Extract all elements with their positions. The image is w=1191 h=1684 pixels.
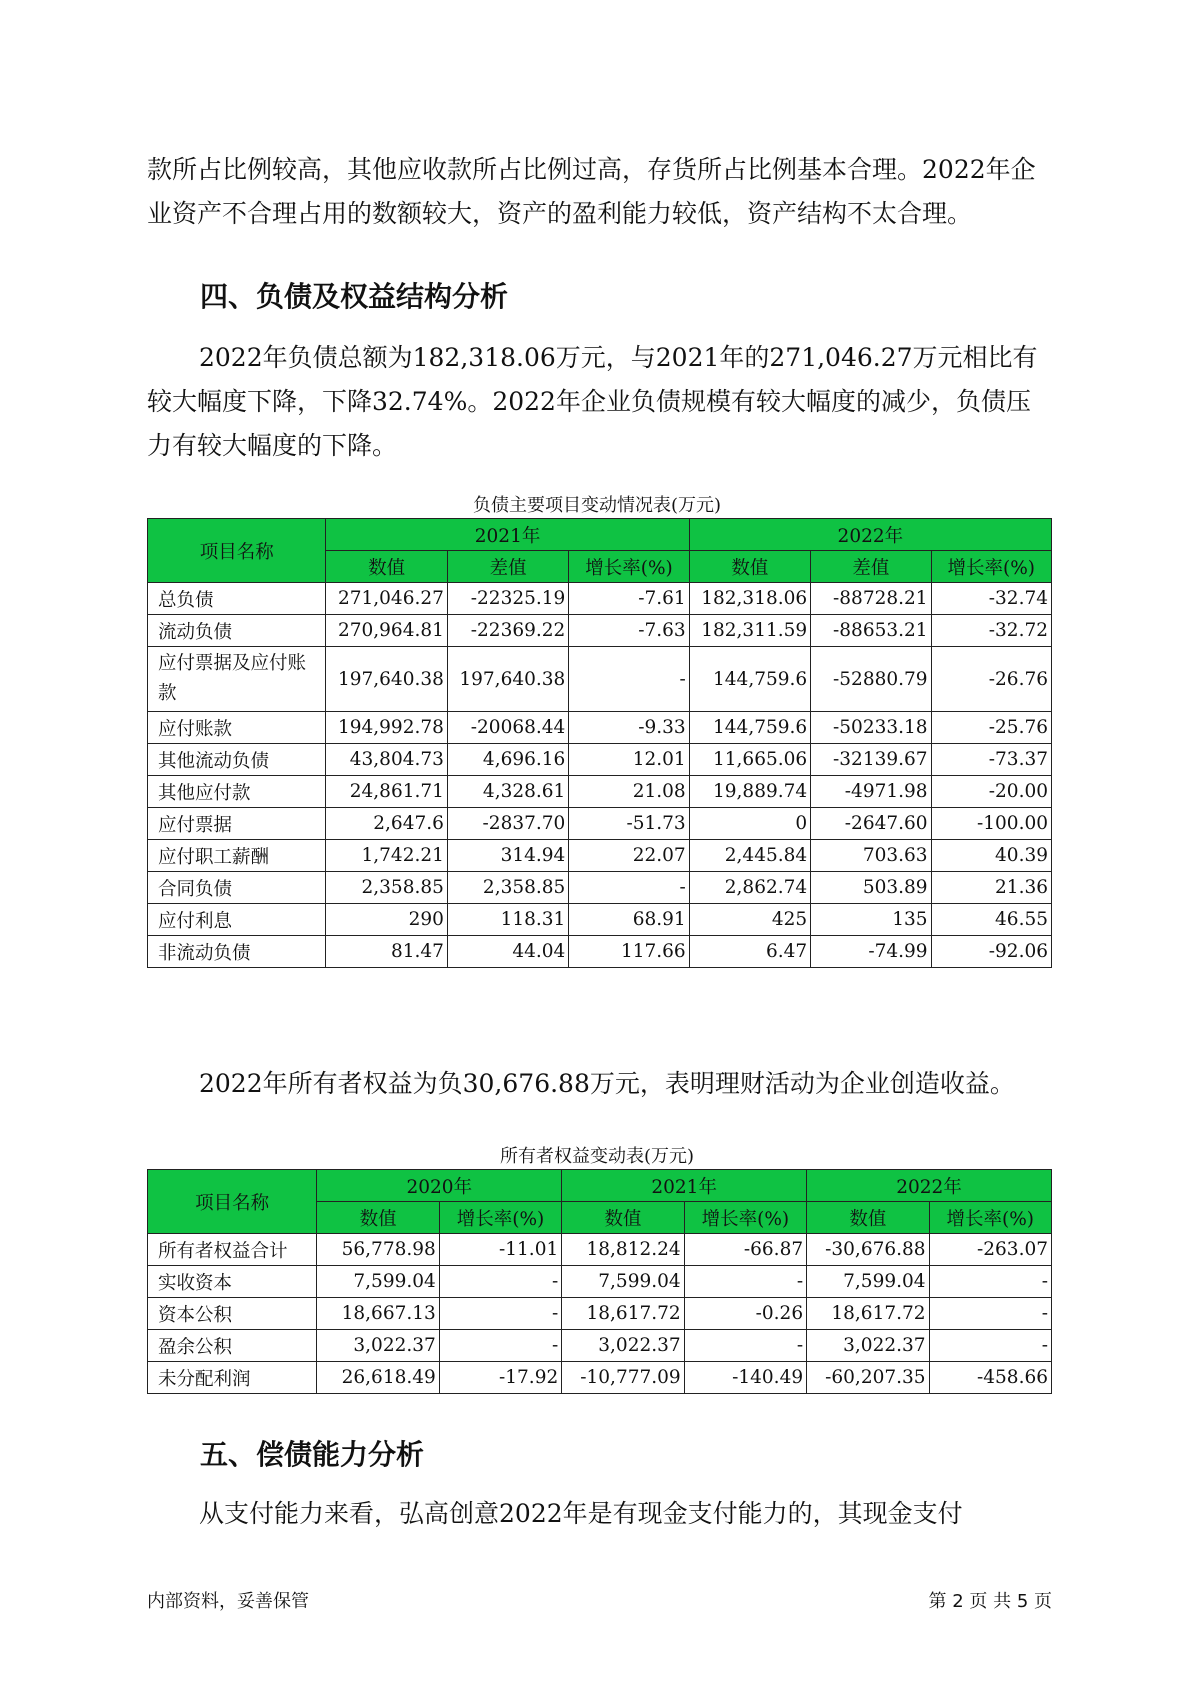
cell-growth: -7.61 xyxy=(569,583,689,615)
cell-diff: -88728.21 xyxy=(811,583,931,615)
cell-diff: 703.63 xyxy=(811,840,931,872)
equity-subheader: 数值 xyxy=(807,1202,929,1234)
row-name: 实收资本 xyxy=(148,1266,317,1298)
cell-growth: -11.01 xyxy=(439,1234,561,1266)
liability-year-header: 2021年 xyxy=(326,519,689,551)
cell-diff: 2,358.85 xyxy=(447,872,568,904)
cell-growth: -26.76 xyxy=(931,647,1051,712)
cell-growth: -0.26 xyxy=(684,1298,806,1330)
footer-page-number: 第 2 页 共 5 页 xyxy=(928,1591,1052,1612)
cell-diff: 197,640.38 xyxy=(447,647,568,712)
equity-subheader: 数值 xyxy=(562,1202,684,1234)
cell-diff: 44.04 xyxy=(447,936,568,968)
cell-value: 271,046.27 xyxy=(326,583,447,615)
cell-value: -10,777.09 xyxy=(562,1362,684,1394)
table-row xyxy=(148,904,1052,936)
row-name: 其他流动负债 xyxy=(148,744,326,776)
row-name: 流动负债 xyxy=(148,615,326,647)
equity-subheader: 增长率(%) xyxy=(684,1202,806,1234)
liability-subheader: 增长率(%) xyxy=(931,551,1051,583)
cell-value: 290 xyxy=(326,904,447,936)
section-heading-liabilities-equity: 四、负债及权益结构分析 xyxy=(200,280,509,313)
cell-growth: -92.06 xyxy=(931,936,1051,968)
cell-value: 3,022.37 xyxy=(317,1330,439,1362)
equity-subheader: 增长率(%) xyxy=(439,1202,561,1234)
table-row xyxy=(148,1266,1052,1298)
liability-table xyxy=(147,518,1052,968)
cell-value: 18,812.24 xyxy=(562,1234,684,1266)
cell-value: 3,022.37 xyxy=(807,1330,929,1362)
cell-value: 2,358.85 xyxy=(326,872,447,904)
table-row xyxy=(148,712,1052,744)
equity-year-header: 2022年 xyxy=(807,1170,1052,1202)
cell-value: 425 xyxy=(689,904,810,936)
cell-growth: -7.63 xyxy=(569,615,689,647)
paragraph-asset-structure: 款所占比例较高，其他应收款所占比例过高，存货所占比例基本合理。2022年企业资产不合理占用的数额较大，资产的盈利能力较低，资产结构不太合理。 xyxy=(147,155,1036,228)
cell-growth: - xyxy=(439,1298,561,1330)
cell-growth: -73.37 xyxy=(931,744,1051,776)
cell-value: 7,599.04 xyxy=(562,1266,684,1298)
liability-year-header: 2022年 xyxy=(689,519,1051,551)
cell-growth: -140.49 xyxy=(684,1362,806,1394)
cell-value: 3,022.37 xyxy=(562,1330,684,1362)
footer-confidential-note: 内部资料，妥善保管 xyxy=(147,1591,309,1612)
cell-value: -60,207.35 xyxy=(807,1362,929,1394)
cell-growth: -25.76 xyxy=(931,712,1051,744)
liability-subheader: 数值 xyxy=(326,551,447,583)
row-name: 非流动负债 xyxy=(148,936,326,968)
table-row xyxy=(148,872,1052,904)
row-name: 应付职工薪酬 xyxy=(148,840,326,872)
cell-growth: -32.72 xyxy=(931,615,1051,647)
cell-diff: 314.94 xyxy=(447,840,568,872)
cell-value: 56,778.98 xyxy=(317,1234,439,1266)
cell-value: 81.47 xyxy=(326,936,447,968)
cell-growth: - xyxy=(569,872,689,904)
cell-diff: 135 xyxy=(811,904,931,936)
cell-value: 43,804.73 xyxy=(326,744,447,776)
row-name: 应付票据及应付账款 xyxy=(148,647,326,712)
paragraph-equity-summary: 2022年所有者权益为负30,676.88万元，表明理财活动为企业创造收益。 xyxy=(199,1069,1015,1098)
cell-value: 194,992.78 xyxy=(326,712,447,744)
row-name: 应付利息 xyxy=(148,904,326,936)
cell-growth: -100.00 xyxy=(931,808,1051,840)
section-heading-solvency: 五、偿债能力分析 xyxy=(200,1438,425,1471)
row-name: 资本公积 xyxy=(148,1298,317,1330)
paragraph-payment-ability: 从支付能力来看，弘高创意2022年是有现金支付能力的，其现金支付 xyxy=(199,1499,963,1528)
cell-value: 182,318.06 xyxy=(689,583,810,615)
equity-name-header: 项目名称 xyxy=(148,1170,317,1234)
table-row xyxy=(148,936,1052,968)
cell-growth: -20.00 xyxy=(931,776,1051,808)
cell-diff: 118.31 xyxy=(447,904,568,936)
cell-diff: -20068.44 xyxy=(447,712,568,744)
table-row xyxy=(148,1234,1052,1266)
cell-value: 7,599.04 xyxy=(807,1266,929,1298)
cell-growth: -263.07 xyxy=(929,1234,1051,1266)
cell-growth: -51.73 xyxy=(569,808,689,840)
cell-value: 197,640.38 xyxy=(326,647,447,712)
cell-growth: 46.55 xyxy=(931,904,1051,936)
table-row xyxy=(148,647,1052,712)
cell-value: -30,676.88 xyxy=(807,1234,929,1266)
paragraph-liabilities-summary: 2022年负债总额为182,318.06万元，与2021年的271,046.27万元相比有较大幅度下降，下降32.74%。2022年企业负债规模有较大幅度的减少，负债压力有较大幅度的下降。 xyxy=(147,343,1038,460)
cell-value: 2,445.84 xyxy=(689,840,810,872)
equity-year-header: 2020年 xyxy=(317,1170,562,1202)
cell-growth: - xyxy=(439,1266,561,1298)
cell-value: 270,964.81 xyxy=(326,615,447,647)
cell-diff: -50233.18 xyxy=(811,712,931,744)
cell-value: 6.47 xyxy=(689,936,810,968)
cell-growth: -458.66 xyxy=(929,1362,1051,1394)
cell-growth: 12.01 xyxy=(569,744,689,776)
cell-value: 144,759.6 xyxy=(689,647,810,712)
cell-value: 19,889.74 xyxy=(689,776,810,808)
cell-value: 11,665.06 xyxy=(689,744,810,776)
row-name: 其他应付款 xyxy=(148,776,326,808)
equity-subheader: 数值 xyxy=(317,1202,439,1234)
cell-growth: -9.33 xyxy=(569,712,689,744)
cell-growth: 68.91 xyxy=(569,904,689,936)
cell-value: 18,617.72 xyxy=(807,1298,929,1330)
cell-diff: -52880.79 xyxy=(811,647,931,712)
cell-diff: -74.99 xyxy=(811,936,931,968)
cell-diff: -32139.67 xyxy=(811,744,931,776)
equity-table xyxy=(147,1169,1052,1394)
cell-growth: -32.74 xyxy=(931,583,1051,615)
cell-value: 2,647.6 xyxy=(326,808,447,840)
cell-diff: -88653.21 xyxy=(811,615,931,647)
equity-table-body xyxy=(148,1234,1052,1394)
cell-value: 7,599.04 xyxy=(317,1266,439,1298)
table-row xyxy=(148,776,1052,808)
cell-value: 18,667.13 xyxy=(317,1298,439,1330)
liability-subheader: 差值 xyxy=(811,551,931,583)
cell-diff: 4,696.16 xyxy=(447,744,568,776)
cell-growth: - xyxy=(684,1330,806,1362)
cell-diff: -2647.60 xyxy=(811,808,931,840)
table-row xyxy=(148,1298,1052,1330)
cell-diff: 503.89 xyxy=(811,872,931,904)
row-name: 未分配利润 xyxy=(148,1362,317,1394)
cell-growth: - xyxy=(569,647,689,712)
cell-growth: 117.66 xyxy=(569,936,689,968)
cell-growth: 40.39 xyxy=(931,840,1051,872)
row-name: 总负债 xyxy=(148,583,326,615)
equity-year-header: 2021年 xyxy=(562,1170,807,1202)
table-row xyxy=(148,583,1052,615)
cell-diff: 4,328.61 xyxy=(447,776,568,808)
cell-growth: -66.87 xyxy=(684,1234,806,1266)
cell-value: 1,742.21 xyxy=(326,840,447,872)
cell-growth: - xyxy=(684,1266,806,1298)
cell-value: 144,759.6 xyxy=(689,712,810,744)
row-name: 合同负债 xyxy=(148,872,326,904)
cell-growth: - xyxy=(929,1330,1051,1362)
cell-growth: 21.36 xyxy=(931,872,1051,904)
cell-growth: - xyxy=(929,1266,1051,1298)
cell-growth: 21.08 xyxy=(569,776,689,808)
row-name: 应付账款 xyxy=(148,712,326,744)
cell-diff: -2837.70 xyxy=(447,808,568,840)
table-row xyxy=(148,808,1052,840)
row-name: 所有者权益合计 xyxy=(148,1234,317,1266)
cell-value: 26,618.49 xyxy=(317,1362,439,1394)
row-name: 应付票据 xyxy=(148,808,326,840)
equity-table-caption: 所有者权益变动表(万元) xyxy=(499,1146,695,1167)
cell-value: 18,617.72 xyxy=(562,1298,684,1330)
cell-diff: -4971.98 xyxy=(811,776,931,808)
cell-growth: 22.07 xyxy=(569,840,689,872)
liability-subheader: 数值 xyxy=(689,551,810,583)
cell-value: 24,861.71 xyxy=(326,776,447,808)
cell-diff: -22369.22 xyxy=(447,615,568,647)
liability-name-header: 项目名称 xyxy=(148,519,326,583)
table-row xyxy=(148,1362,1052,1394)
table-row xyxy=(148,840,1052,872)
cell-value: 2,862.74 xyxy=(689,872,810,904)
table-row xyxy=(148,1330,1052,1362)
cell-value: 0 xyxy=(689,808,810,840)
cell-diff: -22325.19 xyxy=(447,583,568,615)
cell-growth: - xyxy=(439,1330,561,1362)
liability-subheader: 差值 xyxy=(447,551,568,583)
liability-subheader: 增长率(%) xyxy=(569,551,689,583)
cell-value: 182,311.59 xyxy=(689,615,810,647)
row-name: 盈余公积 xyxy=(148,1330,317,1362)
equity-subheader: 增长率(%) xyxy=(929,1202,1051,1234)
table-row xyxy=(148,744,1052,776)
liability-table-caption: 负债主要项目变动情况表(万元) xyxy=(472,495,722,516)
cell-growth: -17.92 xyxy=(439,1362,561,1394)
liability-table-body xyxy=(148,583,1052,968)
cell-growth: - xyxy=(929,1298,1051,1330)
table-row xyxy=(148,615,1052,647)
